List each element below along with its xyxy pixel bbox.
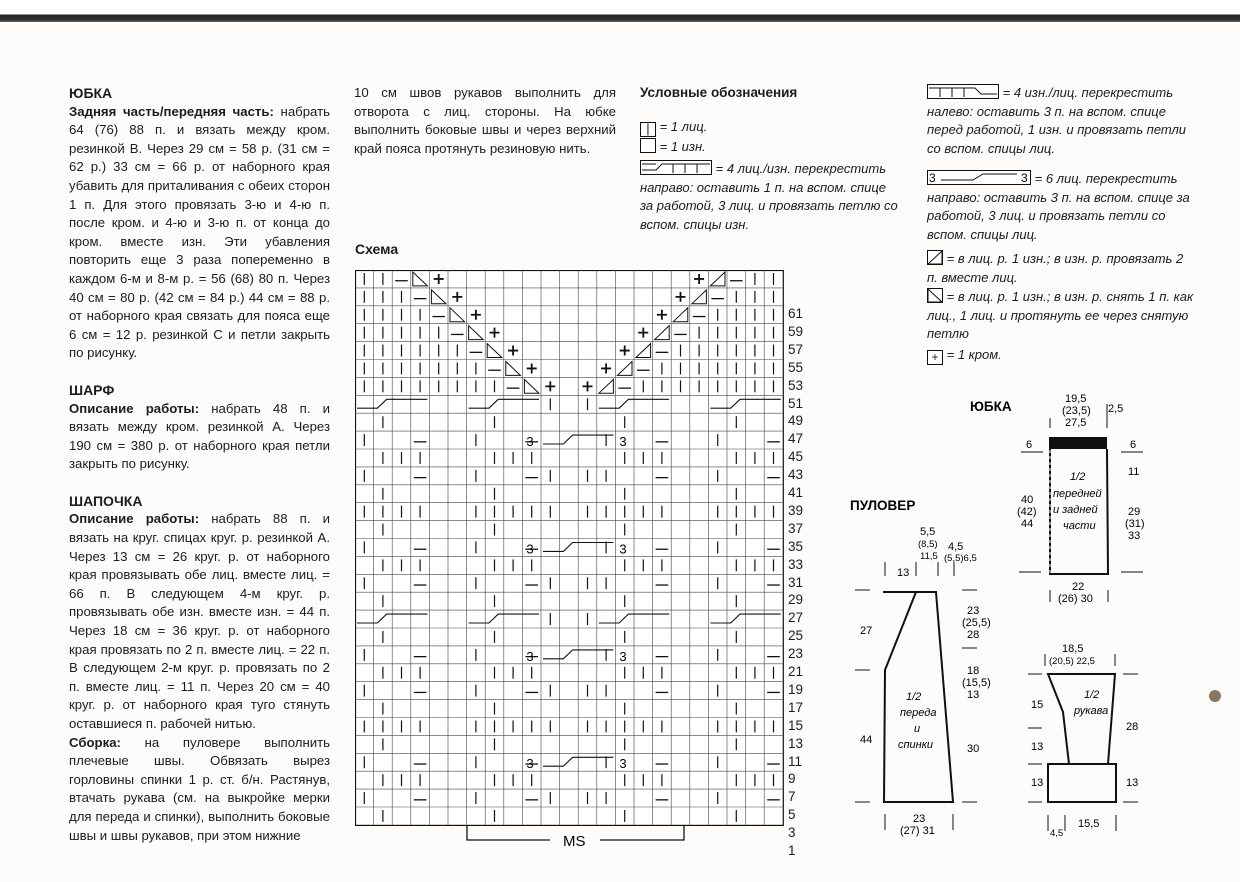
skirt-lead: Задняя часть/передняя часть: — [69, 103, 274, 119]
sleeve-right-1: 28 — [1126, 721, 1139, 733]
row-number: 29 — [788, 592, 804, 608]
scarf-paragraph — [69, 400, 330, 474]
schematics — [840, 390, 1210, 850]
row-number: 23 — [788, 646, 804, 662]
cross-6-digit-left: 3 — [929, 171, 936, 185]
skirt-right-mid: 11 — [1128, 466, 1140, 478]
row-number: 49 — [788, 413, 804, 429]
instructions-column-1 — [69, 84, 330, 845]
pullover-right-upper-3: 28 — [967, 629, 980, 641]
row-number: 17 — [788, 699, 804, 715]
cable-six-mark: 3 — [526, 648, 534, 664]
edge-stitch-symbol-icon: + — [927, 350, 943, 365]
legend-title: Условные обозначения — [640, 85, 798, 100]
hat-lead: Описание работы: — [69, 511, 200, 527]
cable-six-mark: 3 — [526, 434, 534, 449]
pullover-top1-2: (8,5) — [918, 539, 938, 550]
legend-text-knit: = 1 лиц. — [659, 119, 708, 134]
legend-text-edge: = 1 кром. — [946, 347, 1002, 362]
sleeve-label-2: рукава — [1074, 705, 1109, 717]
cable-six-mark: 3 — [619, 434, 627, 449]
legend-item-dec-right — [927, 288, 1195, 344]
row-number: 11 — [788, 753, 803, 769]
scarf-text: набрать 48 п. и вязать между кром. резинкой А. Через 190 см = 380 р. от наборного края петли закрыть по рисунку. — [69, 400, 330, 472]
scheme-heading-wrap — [355, 240, 398, 259]
sleeve-top-1: 18,5 — [1062, 643, 1084, 655]
pullover-left-upper: 27 — [860, 625, 873, 637]
pullover-label-3: и — [914, 723, 921, 735]
skirt-label-2: передней — [1053, 488, 1102, 500]
pullover-right-mid-2: (15,5) — [962, 677, 991, 689]
skirt-right-small: 6 — [1130, 439, 1137, 451]
legend-item-cross-right-4 — [640, 160, 900, 234]
column-2-text: 10 см швов рукавов выполнить для отворота с лиц. стороны. На юбке выполнить боковые швы и через верхний край пояса протянуть резиновую нить. — [354, 85, 616, 156]
hat-text: набрать 88 п. и вязать на круг. спицах круг. р. резинкой А. Через 13 см = 26 круг. р. от наборного края провязывать обе лиц. вместе лиц. = 66 п. В следующем 4-м круг. р. провязывать обе изн. вместе изн. = 44 п. Через 18 см = 36 круг. р. от наборного края провязать по 2 п. вместе лиц. = 22 п. В следующем 2-м круг. р. провязать по 2 п. вместе лиц. = 11 п. Через 20 см = 40 круг. р. от наборного края туго стянуть оставшиеся п. рабочей нитью. — [69, 511, 330, 731]
ms-label: MS — [563, 833, 586, 850]
scarf-heading: ШАРФ — [69, 381, 115, 398]
row-number: 59 — [788, 323, 804, 339]
row-number: 25 — [788, 628, 804, 644]
cross-6-symbol-icon — [927, 170, 1031, 185]
legend-text-cross-right-4: = 4 лиц./изн. перекрестить направо: оставить 1 п. на вспом. спице за работой, 3 лиц. и провязать петлю со вспом. спицы изн. — [640, 161, 898, 232]
row-number: 53 — [788, 377, 804, 393]
legend-item-edge — [927, 346, 1002, 365]
pullover-label-4: спинки — [898, 739, 934, 751]
pullover-top2-2: (5,5)6,5 — [944, 553, 977, 564]
pullover-bottom-2: (27) 31 — [900, 825, 935, 837]
hat-heading: ШАПОЧКА — [69, 492, 143, 509]
decrease-left-symbol-icon — [927, 250, 943, 265]
row-number: 27 — [788, 610, 804, 626]
row-number: 7 — [788, 789, 796, 805]
legend-item-cross-left-4 — [927, 84, 1195, 158]
cross-right-4-symbol-icon — [640, 160, 712, 175]
sleeve-top-2: (20,5) 22,5 — [1049, 656, 1095, 667]
sleeve-left-2: 13 — [1031, 741, 1044, 753]
page-top-edge — [0, 0, 1240, 22]
legend-text-dec-left: = в лиц. р. 1 изн.; в изн. р. провязать 2 п. вместе лиц. — [927, 251, 1184, 285]
skirt-paragraph — [69, 103, 330, 363]
pullover-diagram-title: ПУЛОВЕР — [850, 498, 916, 513]
cable-six-mark: 3 — [619, 648, 627, 664]
legend-item-dec-left — [927, 250, 1195, 287]
sleeve-label-1: 1/2 — [1084, 689, 1100, 701]
pullover-right-mid-1: 18 — [967, 665, 980, 677]
legend-text-cross-6: = 6 лиц. перекрестить направо: оставить 3 п. на вспом. спице за работой, 3 лиц. и провязать петли со вспом. спицы лиц. — [927, 171, 1190, 242]
assembly-paragraph — [69, 734, 330, 846]
skirt-top-3: 27,5 — [1065, 417, 1087, 429]
assembly-text: на пуловере выполнить плечевые швы. Обвязать вырез горловины спинки 1 р. ст. б/н. Растянув, втачать рукава (см. на выкройке мерки для переда и спинки), выполнить боковые швы и швы рукавов, при этом нижние — [69, 734, 330, 843]
pullover-top1-1: 5,5 — [920, 526, 936, 538]
row-number: 57 — [788, 341, 804, 357]
row-number: 33 — [788, 556, 804, 572]
decrease-right-symbol-icon — [927, 288, 943, 303]
pullover-right-upper-2: (25,5) — [962, 617, 991, 629]
cross-left-4-symbol-icon — [927, 84, 999, 99]
knit-symbol-icon: | — [640, 122, 656, 137]
skirt-left-small: 6 — [1026, 439, 1033, 451]
row-number: 45 — [788, 449, 804, 465]
sleeve-bottom-left: 4,5 — [1050, 828, 1064, 839]
page-dot — [1209, 690, 1221, 702]
skirt-right-h1: 29 — [1128, 506, 1141, 518]
row-number: 5 — [788, 807, 796, 823]
instructions-column-2 — [354, 84, 616, 158]
ms-bracket — [467, 825, 684, 850]
sleeve-left-3: 13 — [1031, 777, 1044, 789]
legend-item-purl — [640, 138, 706, 157]
skirt-top-2: (23,5) — [1062, 405, 1091, 417]
skirt-bottom-2: (26) 30 — [1058, 593, 1093, 605]
pullover-top2-1: 4,5 — [948, 541, 964, 553]
skirt-label-3: и задней — [1053, 504, 1098, 516]
scarf-lead: Описание работы: — [69, 400, 200, 416]
row-number: 43 — [788, 467, 804, 483]
skirt-left-h1: 40 — [1021, 494, 1034, 506]
legend-item-cross-6 — [927, 170, 1195, 244]
sleeve-right-2: 13 — [1126, 777, 1139, 789]
pullover-bottom-1: 23 — [913, 813, 926, 825]
skirt-right-h2: (31) — [1125, 518, 1145, 530]
sleeve-cuff — [1048, 764, 1116, 802]
sleeve-bottom-right: 15,5 — [1078, 818, 1100, 830]
row-number: 3 — [788, 825, 796, 841]
row-number: 55 — [788, 359, 804, 375]
pullover-right-lower: 30 — [967, 743, 980, 755]
row-number: 19 — [788, 681, 804, 697]
row-number: 21 — [788, 664, 804, 679]
skirt-left-h3: 44 — [1021, 518, 1034, 530]
legend-text-purl: = 1 изн. — [659, 139, 706, 154]
pullover-right-upper-1: 23 — [967, 605, 980, 617]
row-number: 9 — [788, 771, 796, 787]
cable-six-mark: 3 — [526, 541, 534, 557]
hat-paragraph — [69, 510, 330, 733]
cable-six-mark: 3 — [526, 756, 534, 772]
row-number: 51 — [788, 395, 804, 411]
skirt-top-1: 19,5 — [1065, 393, 1087, 405]
pullover-label-1: 1/2 — [906, 691, 922, 703]
row-number: 47 — [788, 431, 804, 447]
legend-text-cross-left-4: = 4 изн./лиц. перекрестить налево: оставить 3 п. на вспом. спице перед работой, 1 изн. и провязать петли со вспом. спицы лиц. — [927, 85, 1187, 156]
purl-symbol-icon — [640, 138, 656, 153]
skirt-diagram-title: ЮБКА — [970, 399, 1012, 414]
pullover-right-mid-3: 13 — [967, 689, 980, 701]
skirt-heading: ЮБКА — [69, 85, 113, 101]
pullover-label-2: переда — [900, 707, 937, 719]
skirt-label-4: части — [1063, 520, 1096, 532]
row-number: 31 — [788, 574, 804, 590]
row-number: 35 — [788, 538, 804, 554]
legend-text-dec-right: = в лиц. р. 1 изн.; в изн. р. снять 1 п. как лиц., 1 лиц. и протянуть ее через снятую петлю — [927, 289, 1194, 341]
row-number: 15 — [788, 717, 804, 733]
skirt-bottom-1: 22 — [1072, 581, 1085, 593]
row-number: 1 — [788, 843, 796, 858]
skirt-waistband — [1050, 437, 1107, 449]
pullover-top1-3: 11,5 — [920, 551, 938, 562]
skirt-top-right: 2,5 — [1108, 403, 1124, 415]
skirt-text: набрать 64 (76) 88 п. и вязать между кром. резинкой В. Через 29 см = 58 р. (31 см = 62 р.) 33 см = 66 р. от наборного края убавить для приталивания с обеих сторон 1 п. Для этого провязать 3-ю и 4-ю п. после кром. и 4-ю и 3-ю п. от конца до кром. вместе изн. Эти убавления повторить еще 3 раза попеременно в каждом 6-м и 8-м р. = 56 (68) 80 п. Через 40 см = 80 р. (42 см = 84 р.) 44 см = 88 р. от наборного края связать для пояса еще 6 см = 12 р. резинкой С и петли закрыть по рисунку. — [69, 103, 330, 361]
assembly-lead: Сборка: — [69, 734, 121, 750]
skirt-left-h2: (42) — [1017, 506, 1037, 518]
legend-item-knit — [640, 118, 707, 137]
row-number: 13 — [788, 735, 804, 751]
row-number: 61 — [788, 306, 804, 321]
cable-six-mark: 3 — [619, 541, 627, 557]
skirt-right-h3: 33 — [1128, 530, 1141, 542]
row-number: 41 — [788, 485, 804, 500]
cross-6-digit-right: 3 — [1021, 171, 1028, 185]
scheme-heading: Схема — [355, 241, 399, 257]
skirt-label-1: 1/2 — [1070, 471, 1086, 483]
legend — [640, 84, 1230, 384]
row-number: 37 — [788, 520, 804, 536]
pullover-top-left: 13 — [897, 567, 910, 579]
pullover-left-lower: 44 — [860, 734, 873, 746]
row-number: 39 — [788, 502, 804, 518]
sleeve-left-1: 15 — [1031, 699, 1044, 711]
cable-six-mark: 3 — [619, 756, 627, 772]
